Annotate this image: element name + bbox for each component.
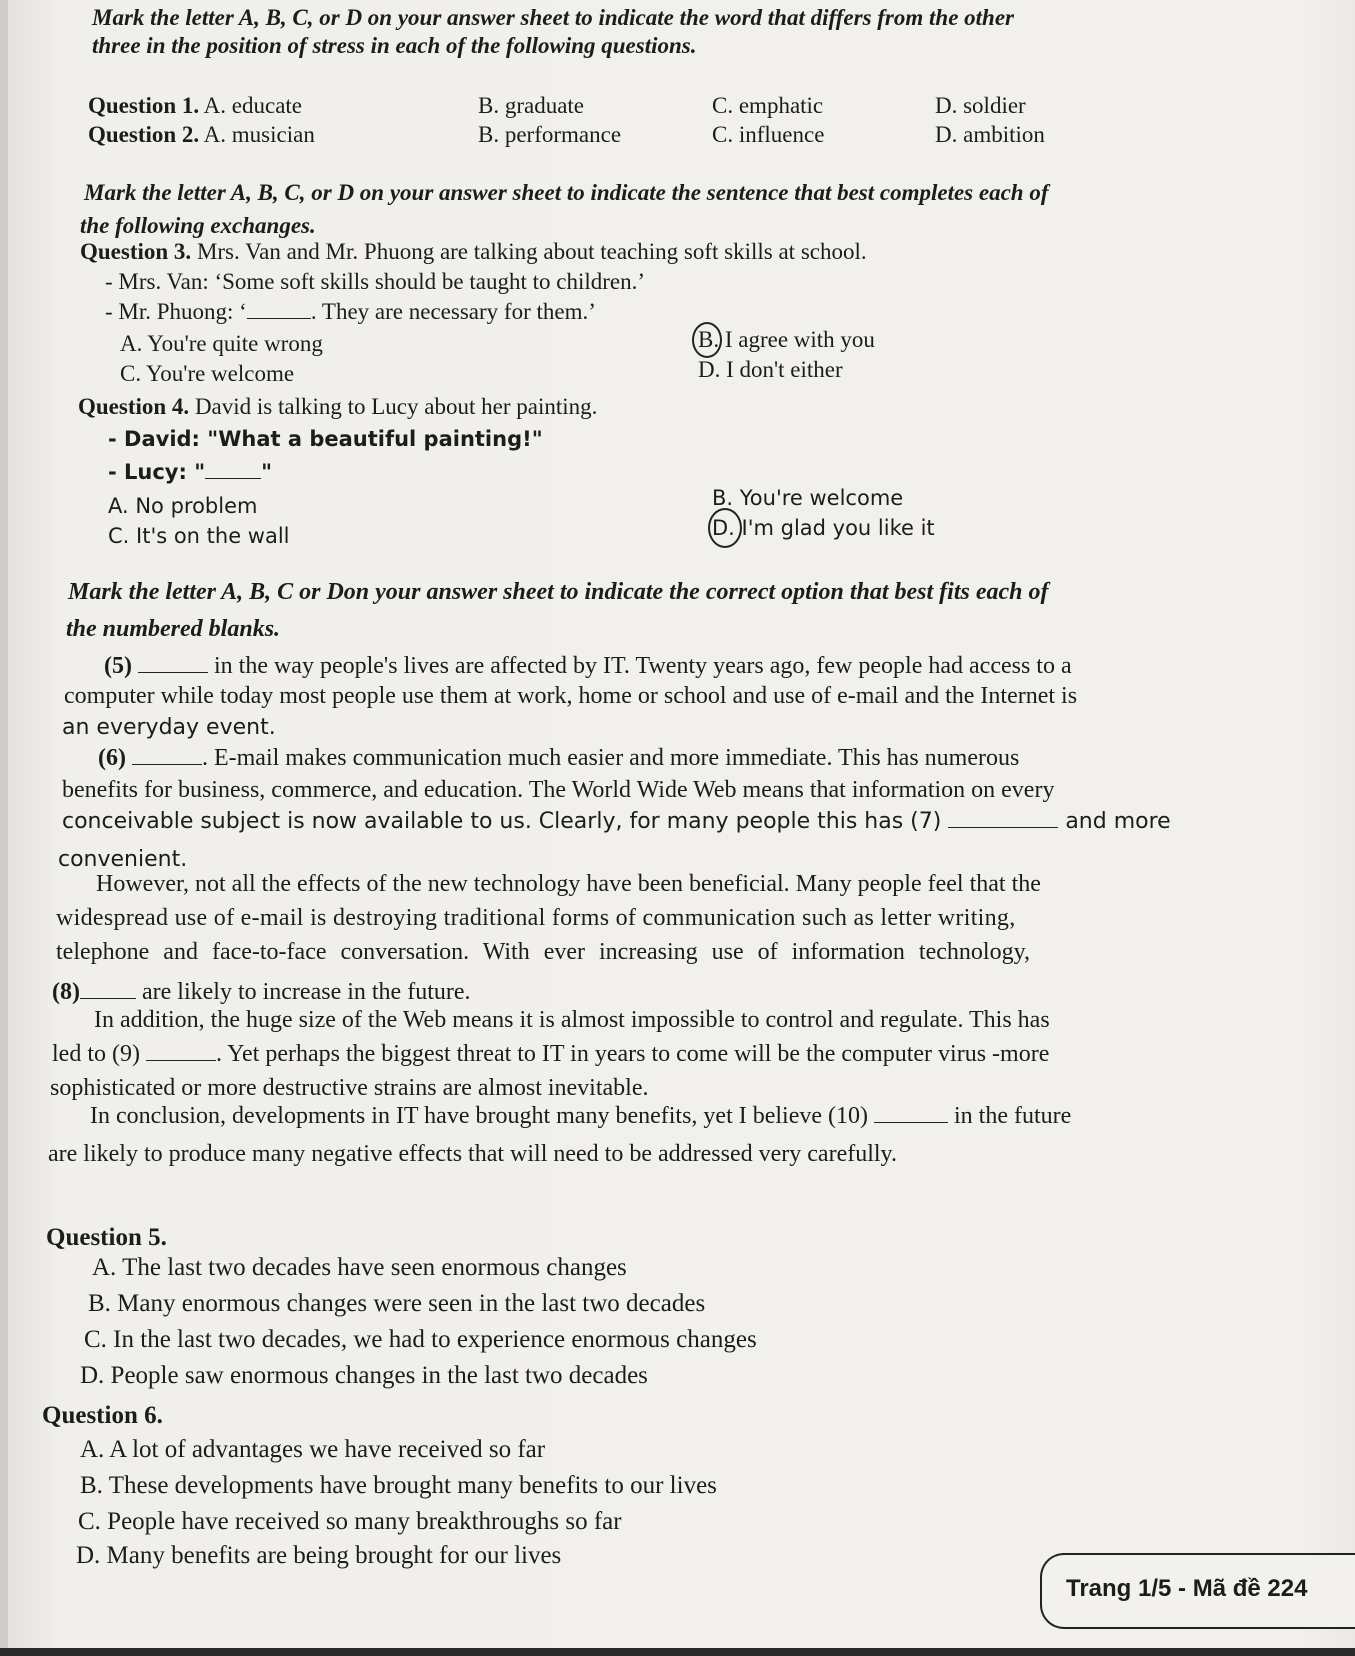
q4-stem-row (78, 393, 597, 421)
para2-line3 (62, 808, 1171, 836)
q1-row (88, 92, 302, 120)
q3-option-b: B. I agree with you (698, 327, 875, 352)
q2-option-c: C. influence (712, 122, 825, 147)
para1-line1-text: in the way people's lives are affected by IT. Twenty years ago, few people had access to a (213, 653, 1072, 679)
q3-answer-circle (692, 322, 722, 358)
blank-5 (138, 654, 208, 673)
blank-8-number: (8) (52, 979, 80, 1005)
q2-option-a: A. musician (203, 122, 315, 147)
q4-option-c: C. It's on the wall (108, 524, 290, 548)
q1-option-d: D. soldier (935, 93, 1026, 118)
q4-option-d: D. I'm glad you like it (712, 516, 935, 540)
q2-option-d: D. ambition (935, 122, 1045, 147)
page-edge (0, 0, 8, 1656)
section3-instruction-line1: Mark the letter A, B, C or Don your answer sheet to indicate the correct option that best fits each of (68, 579, 1049, 605)
q3-dialogue-line1: - Mrs. Van: ‘Some soft skills should be taught to children.’ (105, 269, 646, 294)
para5-line1-rest: in the future (954, 1103, 1072, 1129)
q6-option-a: A. A lot of advantages we have received so far (80, 1436, 546, 1463)
q3-dialogue-line2 (105, 298, 596, 326)
q4-option-b: B. You're welcome (712, 486, 904, 510)
section2-instruction-line1: Mark the letter A, B, C, or D on your answer sheet to indicate the sentence that best completes each of (84, 180, 1049, 205)
q3-stem: Mrs. Van and Mr. Phuong are talking about teaching soft skills at school. (196, 239, 867, 264)
q3-label: Question 3. (80, 239, 192, 264)
q1-option-a: A. educate (203, 93, 303, 118)
q3-option-a: A. You're quite wrong (120, 331, 323, 356)
q5-option-c: C. In the last two decades, we had to experience enormous changes (84, 1326, 757, 1353)
blank-6 (132, 746, 202, 765)
section2-instruction-line2: the following exchanges. (80, 213, 316, 238)
para2-line2: benefits for business, commerce, and education. The World Wide Web means that information on every (62, 777, 1055, 803)
q2-label: Question 2. (88, 122, 200, 147)
para2-line3-rest: and more (1065, 809, 1171, 834)
section3-instruction-line2: the numbered blanks. (66, 616, 281, 642)
q4-blank (205, 460, 261, 479)
q3-stem-row (80, 238, 867, 266)
para3-line4-text: are likely to increase in the future. (141, 979, 471, 1005)
q5-option-a: A. The last two decades have seen enormous changes (92, 1254, 627, 1281)
q1-option-b: B. graduate (478, 93, 585, 118)
q3-option-d: D. I don't either (698, 357, 843, 382)
para4-line2-rest: . Yet perhaps the biggest threat to IT in years to come will be the computer virus -more (215, 1041, 1050, 1067)
q6-option-c: C. People have received so many breakthroughs so far (78, 1508, 622, 1535)
q6-option-d: D. Many benefits are being brought for our lives (76, 1542, 562, 1569)
para2-line4: convenient. (58, 847, 188, 872)
para2-line1-text: . E-mail makes communication much easier and more immediate. This has numerous (201, 745, 1020, 771)
para3-line2: widespread use of e-mail is destroying traditional forms of communication such as letter writing, (56, 905, 1016, 931)
q1-label: Question 1. (88, 93, 200, 118)
para1-line3: an everyday event. (62, 715, 276, 740)
q4-dialogue-rest: " (261, 460, 273, 484)
para4-line1: In addition, the huge size of the Web means it is almost impossible to control and regulate. This has (94, 1007, 1050, 1033)
section1-instruction-line2: three in the position of stress in each of the following questions. (92, 33, 697, 58)
q4-stem: David is talking to Lucy about her painting. (194, 394, 598, 419)
q4-dialogue-speaker: - Lucy: " (108, 460, 206, 484)
para4-line2-text: led to (9) (52, 1041, 140, 1067)
q5-label: Question 5. (46, 1224, 167, 1251)
footer-page-label: Trang 1/5 - Mã đề 224 (1066, 1575, 1308, 1602)
para5-line2: are likely to produce many negative effects that will need to be addressed very carefully. (48, 1141, 897, 1167)
para3-line3: telephone and face-to-face conversation. With ever increasing use of information technology, (56, 939, 1031, 965)
blank-8 (80, 980, 136, 999)
q6-label: Question 6. (42, 1402, 163, 1429)
q4-answer-circle (708, 508, 742, 548)
para1-line2: computer while today most people use them at work, home or school and use of e-mail and the Internet is (64, 683, 1078, 709)
q6-option-b: B. These developments have brought many benefits to our lives (80, 1472, 717, 1499)
para1-line1 (104, 652, 1072, 680)
para3-line1: However, not all the effects of the new technology have been beneficial. Many people feel that the (96, 871, 1041, 897)
q5-option-b: B. Many enormous changes were seen in the last two decades (88, 1290, 706, 1317)
blank-9 (146, 1042, 216, 1061)
para5-line1 (90, 1102, 1071, 1130)
blank-7 (948, 809, 1058, 828)
para2-line3-text: conceivable subject is now available to us. Clearly, for many people this has (7) (62, 809, 942, 834)
q4-dialogue-line2 (108, 458, 272, 486)
q3-dialogue-speaker: - Mr. Phuong: ‘ (105, 299, 247, 324)
blank-6-number: (6) (98, 745, 126, 771)
q1-option-c: C. emphatic (712, 93, 824, 118)
para2-line1 (98, 744, 1019, 772)
q4-option-a: A. No problem (108, 494, 258, 518)
bottom-edge (0, 1648, 1355, 1656)
q2-row (88, 121, 315, 149)
blank-10 (874, 1104, 948, 1123)
q3-blank (247, 300, 311, 319)
para3-line4 (52, 978, 471, 1006)
section1-instruction-line1: Mark the letter A, B, C, or D on your answer sheet to indicate the word that differs from the other (92, 5, 1014, 30)
q3-option-c: C. You're welcome (120, 361, 295, 386)
q3-dialogue-rest: . They are necessary for them.’ (310, 299, 596, 324)
q5-option-d: D. People saw enormous changes in the last two decades (80, 1362, 648, 1389)
q2-option-b: B. performance (478, 122, 622, 147)
para4-line2 (52, 1040, 1049, 1068)
q4-dialogue-line1: - David: "What a beautiful painting!" (108, 427, 543, 451)
q4-label: Question 4. (78, 394, 190, 419)
blank-5-number: (5) (104, 653, 132, 679)
para4-line3: sophisticated or more destructive strains are almost inevitable. (50, 1075, 649, 1101)
para5-line1-text: In conclusion, developments in IT have brought many benefits, yet I believe (10) (90, 1103, 869, 1129)
